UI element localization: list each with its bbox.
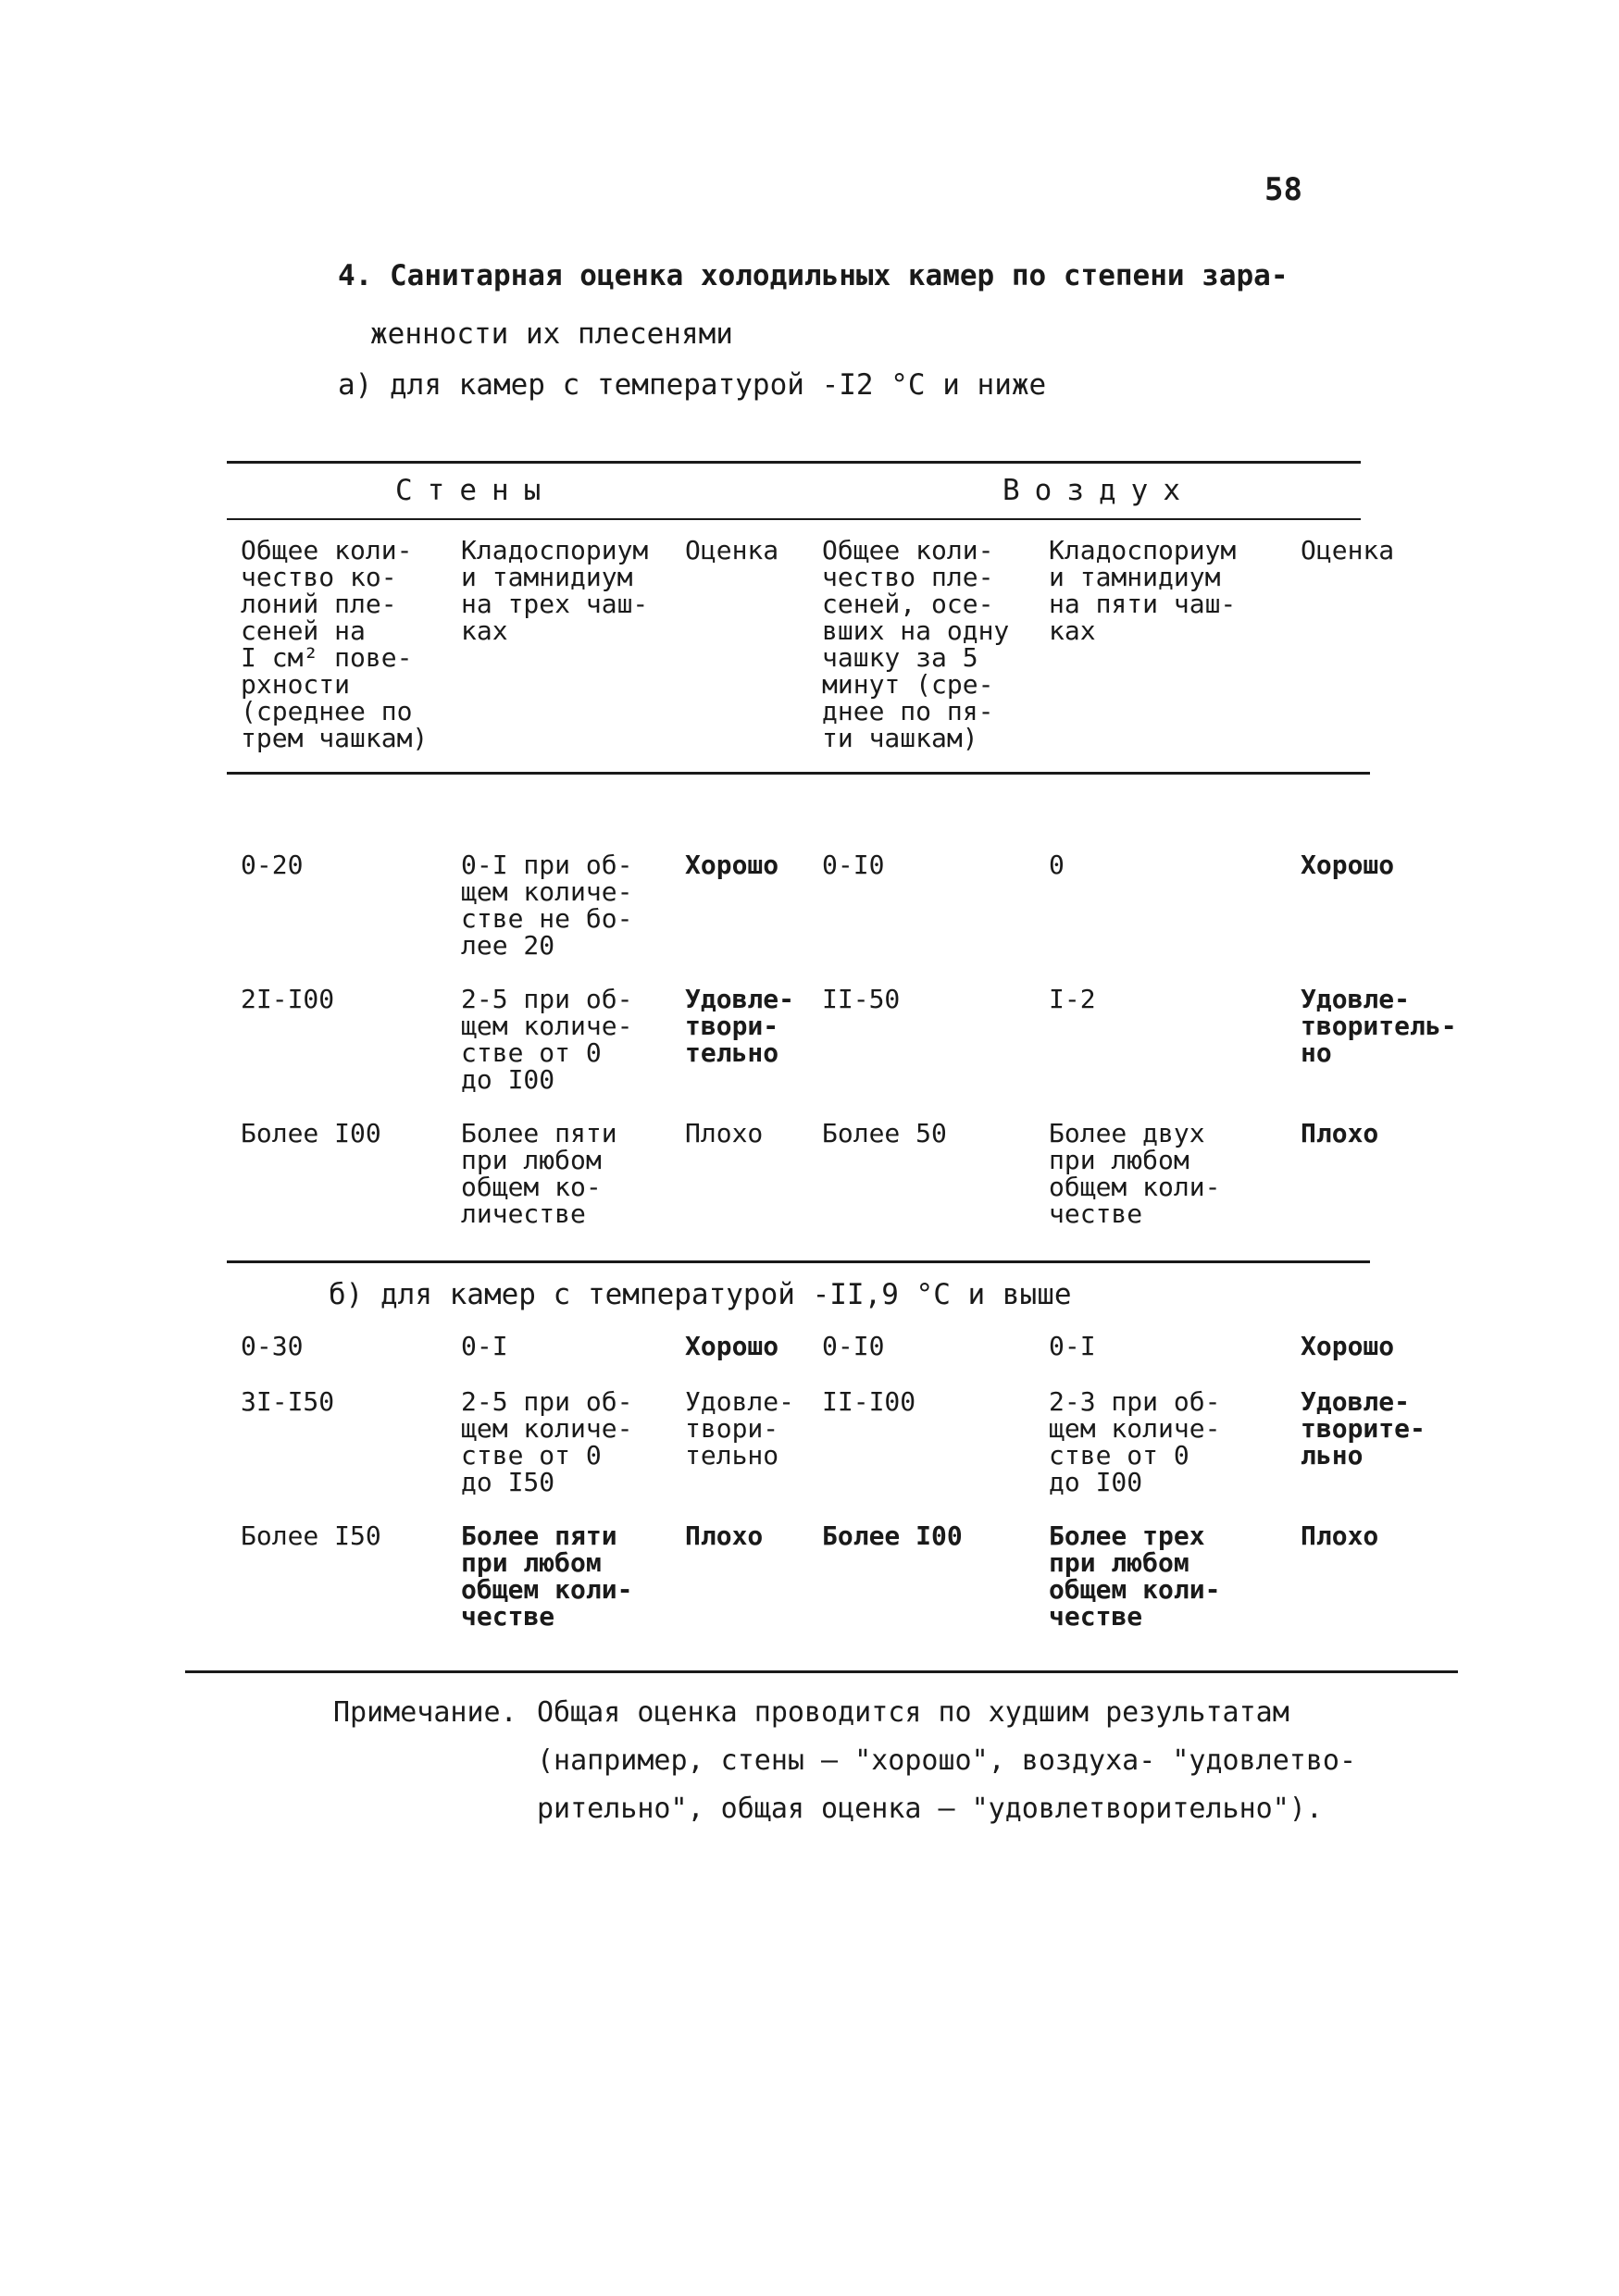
row-b3-walls-rating: Плохо	[685, 1520, 764, 1551]
row-a2-walls-clado: 2-5 при об- щем количе- стве от 0 до I00	[461, 984, 633, 1095]
row-a1-air-clado: 0	[1049, 850, 1065, 880]
note-line1: Общая оценка проводится по худшим результатам	[537, 1696, 1289, 1729]
col-header-air-cladosporium: Кладоспориум и тамнидиум на пяти чаш- ках	[1049, 535, 1237, 646]
row-a3-walls-count: Более I00	[241, 1118, 381, 1148]
row-a2-walls-rating: Удовле- твори- тельно	[685, 984, 795, 1068]
section-a-bottom-rule	[227, 1260, 1370, 1263]
row-b2-walls-count: 3I-I50	[241, 1386, 335, 1417]
subtitle-a: а) для камер с температурой -I2 °С и ниже	[338, 368, 1047, 402]
table-bottom-rule	[185, 1670, 1458, 1673]
row-b1-air-clado: 0-I	[1049, 1331, 1096, 1361]
row-a1-walls-count: 0-20	[241, 850, 304, 880]
row-a2-air-count: II-50	[822, 984, 901, 1014]
col-header-walls-count: Общее коли- чество ко- лоний пле- сеней на I см² пове- рхности (среднее по трем чашкам)	[241, 535, 429, 753]
row-b3-walls-clado: Более пяти при любом общем коли- честве	[461, 1520, 633, 1632]
header-bottom-rule	[227, 772, 1370, 775]
note-line2: (например, стены – "хорошо", воздуха- "удовлетво-	[537, 1744, 1357, 1777]
row-b2-air-rating: Удовле- творите- льно	[1301, 1386, 1426, 1471]
table-top-rule	[227, 461, 1361, 464]
row-b2-air-count: II-I00	[822, 1386, 916, 1417]
row-a3-walls-rating: Плохо	[685, 1118, 764, 1148]
row-b1-walls-rating: Хорошо	[685, 1331, 779, 1361]
col-header-walls-cladosporium: Кладоспориум и тамнидиум на трех чаш- ках	[461, 535, 649, 646]
note-line3: рительно", общая оценка – "удовлетворительно").	[537, 1793, 1323, 1825]
row-a2-air-rating: Удовле- творитель- но	[1301, 984, 1457, 1068]
col-header-walls-rating: Оценка	[685, 535, 779, 565]
group-header-walls: Стены	[395, 474, 556, 507]
row-b3-air-rating: Плохо	[1301, 1520, 1379, 1551]
section-title-line1: 4. Санитарная оценка холодильных камер по степени зара-	[338, 259, 1289, 292]
row-b3-walls-count: Более I50	[241, 1520, 381, 1551]
col-header-air-rating: Оценка	[1301, 535, 1395, 565]
group-header-rule	[227, 518, 1361, 520]
row-b1-walls-clado: 0-I	[461, 1331, 508, 1361]
row-a2-walls-count: 2I-I00	[241, 984, 335, 1014]
row-a1-air-count: 0-I0	[822, 850, 885, 880]
note-label: Примечание.	[333, 1696, 517, 1729]
row-a1-walls-rating: Хорошо	[685, 850, 779, 880]
group-header-air: Воздух	[1003, 474, 1195, 507]
mold-assessment-table	[227, 453, 1463, 1698]
row-a3-air-rating: Плохо	[1301, 1118, 1379, 1148]
subtitle-b: б) для камер с температурой -II,9 °С и выше	[329, 1278, 1072, 1311]
row-a1-walls-clado: 0-I при об- щем количе- стве не бо- лее 20	[461, 850, 633, 961]
row-a3-air-clado: Более двух при любом общем коли- честве	[1049, 1118, 1221, 1229]
page-number: 58	[1264, 171, 1302, 208]
row-b3-air-count: Более I00	[822, 1520, 963, 1551]
row-b3-air-clado: Более трех при любом общем коли- честве	[1049, 1520, 1221, 1632]
row-b1-walls-count: 0-30	[241, 1331, 304, 1361]
section-title-line2: женности их плесенями	[370, 317, 733, 351]
row-b2-walls-rating: Удовле- твори- тельно	[685, 1386, 795, 1471]
row-b2-walls-clado: 2-5 при об- щем количе- стве от 0 до I50	[461, 1386, 633, 1497]
row-a2-air-clado: I-2	[1049, 984, 1096, 1014]
row-a3-air-count: Более 50	[822, 1118, 947, 1148]
row-b2-air-clado: 2-3 при об- щем количе- стве от 0 до I00	[1049, 1386, 1221, 1497]
row-b1-air-rating: Хорошо	[1301, 1331, 1395, 1361]
row-a3-walls-clado: Более пяти при любом общем ко- личестве	[461, 1118, 617, 1229]
col-header-air-count: Общее коли- чество пле- сеней, осе- вших на одну чашку за 5 минут (сре- днее по пя- ти чашкам)	[822, 535, 1010, 753]
row-b1-air-count: 0-I0	[822, 1331, 885, 1361]
row-a1-air-rating: Хорошо	[1301, 850, 1395, 880]
